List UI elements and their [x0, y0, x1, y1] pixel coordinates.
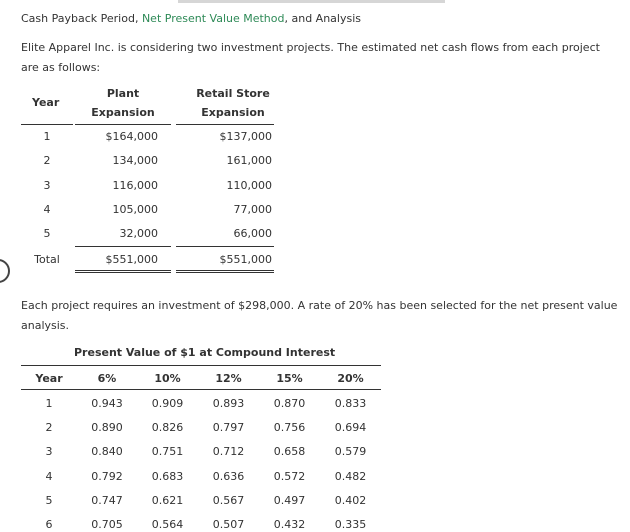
heading-link-npv[interactable]: Net Present Value Method — [141, 12, 285, 25]
cash-cell-retail: 161,000 — [226, 154, 272, 167]
cash-cell-plant: $164,000 — [105, 130, 158, 143]
pv-cell: 0.683 — [151, 470, 184, 483]
pv-cell: 0.797 — [212, 421, 245, 434]
pv-cell: 0.870 — [273, 397, 306, 410]
cash-total-double-rule-plant — [75, 270, 171, 273]
pv-cell-year: 6 — [45, 518, 53, 531]
pv-cell-year: 5 — [45, 494, 53, 507]
pv-cell: 0.943 — [91, 397, 123, 410]
pv-cell: 0.756 — [273, 421, 306, 434]
pv-header-rule — [21, 389, 381, 390]
pv-cell: 0.567 — [212, 494, 245, 507]
pv-cell: 0.636 — [212, 470, 245, 483]
pv-cell: 0.335 — [334, 518, 367, 531]
pv-cell-year: 1 — [45, 397, 53, 410]
cash-cell-plant: 116,000 — [112, 179, 158, 192]
pv-cell: 0.705 — [91, 518, 123, 531]
pv-cell: 0.621 — [151, 494, 184, 507]
cash-cell-plant: 105,000 — [112, 203, 158, 216]
pv-col-header: 15% — [276, 372, 303, 385]
pv-cell: 0.826 — [151, 421, 184, 434]
pv-title-rule — [21, 365, 381, 366]
cash-subtotal-rule-plant — [75, 246, 171, 247]
pv-cell: 0.833 — [334, 397, 367, 410]
cash-total-plant: $551,000 — [105, 253, 158, 266]
cash-header-rule-plant — [75, 124, 171, 125]
cash-cell-year: 1 — [43, 130, 51, 143]
pv-cell: 0.507 — [212, 518, 245, 531]
pv-cell-year: 4 — [45, 470, 53, 483]
investment-paragraph: Each project requires an investment of $298,000. A rate of 20% has been selected for the net present value analysis. — [21, 299, 618, 332]
cash-cell-year: 5 — [43, 227, 51, 240]
pv-table-title: Present Value of $1 at Compound Interest — [74, 346, 336, 359]
cash-cell-retail: 110,000 — [226, 179, 272, 192]
cash-cell-year: 3 — [43, 179, 51, 192]
radio-circle[interactable] — [0, 259, 10, 283]
cash-subtotal-rule-retail — [176, 246, 274, 247]
pv-cell-year: 2 — [45, 421, 53, 434]
pv-cell: 0.497 — [273, 494, 306, 507]
pv-cell: 0.482 — [334, 470, 367, 483]
pv-cell: 0.792 — [91, 470, 123, 483]
cash-total-label: Total — [34, 253, 60, 266]
pv-cell: 0.694 — [334, 421, 367, 434]
cash-cell-retail: 77,000 — [233, 203, 272, 216]
top-scroll-bar — [178, 0, 445, 3]
heading-text-3: , and Analysis — [284, 12, 362, 25]
cash-header-rule-retail — [176, 124, 274, 125]
cash-header-rule-year — [21, 124, 73, 125]
pv-cell: 0.840 — [91, 445, 123, 458]
cash-cell-retail: 66,000 — [233, 227, 272, 240]
pv-col-header: 20% — [337, 372, 364, 385]
pv-col-header: 12% — [215, 372, 242, 385]
pv-col-header: 6% — [97, 372, 117, 385]
pv-cell: 0.893 — [212, 397, 245, 410]
cash-cell-plant: 32,000 — [119, 227, 158, 240]
heading-text-1: Cash Payback Period, — [21, 12, 142, 25]
cash-cell-year: 4 — [43, 203, 51, 216]
cash-total-double-rule-retail — [176, 270, 274, 273]
cash-col-year: Year — [32, 96, 60, 109]
pv-cell: 0.432 — [273, 518, 306, 531]
page-heading — [21, 12, 361, 25]
pv-col-header: Year — [35, 372, 63, 385]
cash-col-retail-2: Expansion — [201, 106, 265, 119]
cash-cell-year: 2 — [43, 154, 51, 167]
cash-col-plant-2: Expansion — [91, 106, 155, 119]
cash-col-plant-1: Plant — [106, 87, 140, 100]
pv-cell: 0.579 — [334, 445, 367, 458]
pv-cell: 0.747 — [91, 494, 123, 507]
cash-total-retail: $551,000 — [219, 253, 272, 266]
cash-col-retail-1: Retail Store — [196, 87, 270, 100]
pv-cell-year: 3 — [45, 445, 53, 458]
pv-cell: 0.712 — [212, 445, 245, 458]
pv-cell: 0.751 — [151, 445, 184, 458]
cash-cell-retail: $137,000 — [219, 130, 272, 143]
pv-col-header: 10% — [154, 372, 181, 385]
pv-cell: 0.909 — [151, 397, 184, 410]
intro-paragraph: Elite Apparel Inc. is considering two investment projects. The estimated net cash flows from each project are as follows: — [21, 41, 600, 74]
pv-cell: 0.564 — [151, 518, 184, 531]
pv-cell: 0.572 — [273, 470, 306, 483]
pv-cell: 0.890 — [91, 421, 123, 434]
pv-cell: 0.658 — [273, 445, 306, 458]
pv-cell: 0.402 — [334, 494, 367, 507]
cash-cell-plant: 134,000 — [112, 154, 158, 167]
